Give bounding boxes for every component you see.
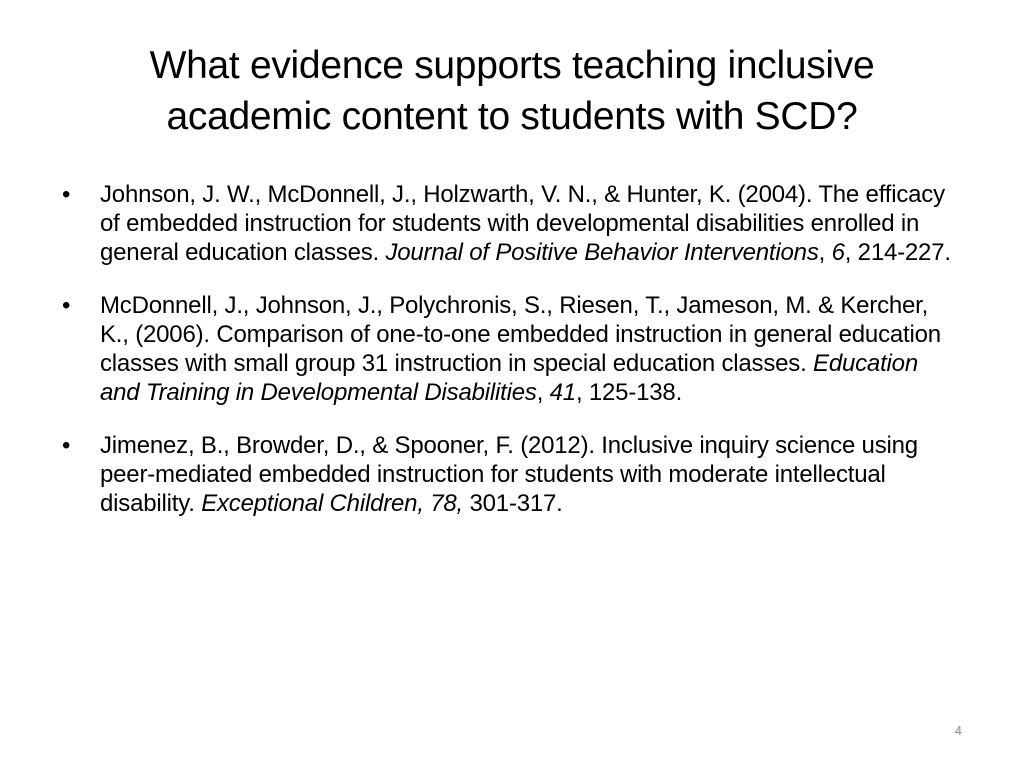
reference-item-johnson-2004 (62, 180, 962, 267)
slide-title-line-2: academic content to students with SCD? (166, 95, 858, 138)
reference-pages: , 214-227. (844, 239, 951, 266)
reference-text: Johnson, J. W., McDonnell, J., Holzwarth, V. N., & Hunter, K. (2004). The efficacy of embedded instruction for students with developmental disabilities enrolled in general education classes. (100, 181, 945, 266)
slide-title (60, 40, 964, 142)
reference-journal: Journal of Positive Behavior Interventions (385, 239, 819, 266)
reference-item-mcdonnell-2006 (62, 291, 962, 407)
reference-volume: 41 (549, 379, 576, 406)
bullet-icon: • (62, 292, 71, 319)
reference-separator: , (536, 379, 550, 406)
reference-pages: 301-317. (463, 490, 563, 517)
reference-pages: , 125-138. (575, 379, 683, 406)
reference-journal: Education and Training in Developmental Disabilities (100, 350, 918, 406)
reference-text: Jimenez, B., Browder, D., & Spooner, F. (2012). Inclusive inquiry science using peer-mediated embedded instruction for students with moderate intellectual disability. (100, 432, 918, 517)
reference-journal: Exceptional Children, 78, (201, 490, 464, 517)
bullet-icon: • (62, 181, 71, 208)
reference-list (62, 180, 962, 542)
reference-text: McDonnell, J., Johnson, J., Polychronis, S., Riesen, T., Jameson, M. & Kercher, K., (2006). Comparison of one-to-one embedded instruction in general education classes with small group 31 instruction in special education classes. (100, 292, 941, 377)
page-number: 4 (954, 723, 962, 738)
reference-separator: , (818, 239, 832, 266)
reference-item-jimenez-2012 (62, 431, 962, 518)
slide-title-line-1: What evidence supports teaching inclusive (149, 44, 875, 87)
reference-volume: 6 (831, 239, 845, 266)
bullet-icon: • (62, 432, 71, 459)
